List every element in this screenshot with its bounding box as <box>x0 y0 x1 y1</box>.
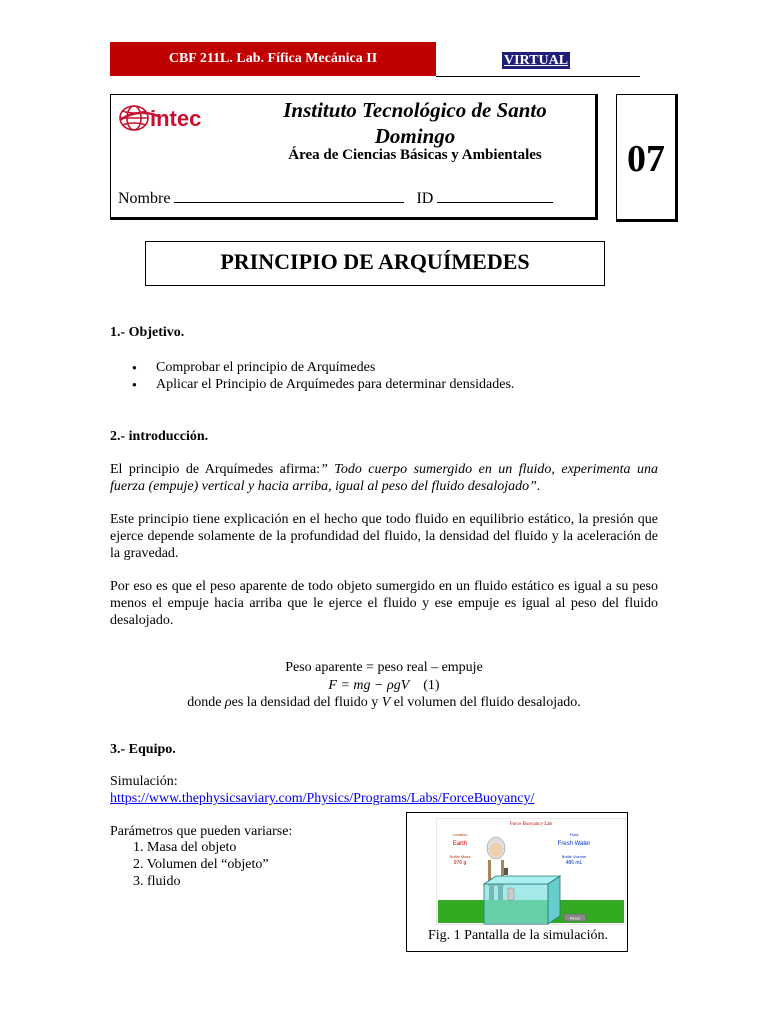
lab-number: 07 <box>616 94 678 222</box>
sim-water-tank <box>484 876 560 924</box>
id-label: ID <box>416 190 434 207</box>
sim-mass-value: 976 g <box>453 860 467 866</box>
logo-text: intec <box>150 106 202 131</box>
params-list <box>133 839 269 890</box>
course-band: CBF 211L. Lab. Fífica Mecánica II <box>110 42 436 76</box>
equation-number: (1) <box>423 678 440 693</box>
sim-volume-value: 486 mL <box>565 860 583 866</box>
v-symbol: V <box>381 695 391 710</box>
list-item: ● Comprobar el principio de Arquímedes <box>110 359 650 376</box>
list-item: 1. Masa del objeto <box>133 840 237 855</box>
virtual-badge: VIRTUAL <box>504 53 569 68</box>
equation-2-formula: F = mg − ρgV <box>328 678 410 693</box>
equation-2 <box>110 677 658 694</box>
sim-title: Force Buoyancy Lab <box>510 822 552 827</box>
sim-location-label: Location <box>452 832 468 837</box>
simulation-link[interactable]: https://www.thephysicsaviary.com/Physics/Programs/Labs/ForceBuoyancy/ <box>110 791 535 806</box>
objective-heading: 1.- Objetivo. <box>110 325 185 340</box>
sim-fluid-value: Fresh Water <box>557 841 591 847</box>
params-label: Parámetros que pueden variarse: <box>110 824 293 839</box>
p1-quote: ” Todo cuerpo sumergido en un fluido, experimenta una fuerza (empuje) vertical y hacia arriba, igual al peso del fluido desalojado”. <box>110 462 658 494</box>
equation-1: Peso aparente = peso real – empuje <box>285 660 483 675</box>
where-text-c: el volumen del fluido desalojado. <box>390 695 581 710</box>
id-blank[interactable] <box>437 188 553 203</box>
p1-lead: El principio de Arquímedes afirma: <box>110 462 321 477</box>
name-blank[interactable] <box>174 188 404 203</box>
name-label: Nombre <box>118 190 171 207</box>
institute-name: Instituto Tecnológico de Santo Domingo <box>283 98 547 148</box>
name-id-line <box>118 188 553 208</box>
sim-reset-label: Reset <box>569 915 581 921</box>
figure-caption: Fig. 1 Pantalla de la simulación. <box>427 928 609 943</box>
sim-label: Simulación: <box>110 774 178 789</box>
objective-list <box>110 359 650 393</box>
list-item: 2. Volumen del “objeto” <box>133 857 269 872</box>
rho-symbol: ρ <box>224 695 232 710</box>
sim-mass-label: Bottle Mass <box>449 854 471 859</box>
sim-volume-label: Bottle Volume <box>561 854 587 859</box>
intec-logo <box>118 100 228 136</box>
intro-paragraph-2: Este principio tiene explicación en el hecho que todo fluido en equilibrio estático, la presión que ejerce depende solamente de la profundidad del fluido, la densidad del fluido y la aceleración de la gravedad. <box>110 512 658 561</box>
equation-where <box>110 694 658 711</box>
where-text-a: donde <box>187 695 225 710</box>
top-rule <box>436 76 640 77</box>
intro-paragraph-3: Por eso es que el peso aparente de todo objeto sumergido en un fluido estático es igual a su peso menos el empuje hacia arriba que le ejerce el fluido y ese empuje es igual al peso del fluido desalojado. <box>110 579 658 628</box>
sim-location-value: Earth <box>452 841 468 847</box>
where-text-b: es la densidad del fluido y <box>231 695 382 710</box>
equipment-heading: 3.- Equipo. <box>110 742 176 757</box>
doc-title: PRINCIPIO DE ARQUÍMEDES <box>145 241 605 286</box>
list-item: ● Aplicar el Principio de Arquímedes para determinar densidades. <box>110 376 650 393</box>
area-name: Área de Ciencias Básicas y Ambientales <box>288 147 542 163</box>
intro-paragraph-1 <box>110 461 658 495</box>
list-item: 3. fluido <box>133 874 181 889</box>
sim-fluid-label: Fluid <box>569 832 579 837</box>
simulation-screenshot <box>436 818 626 925</box>
intro-heading: 2.- introducción. <box>110 429 209 444</box>
